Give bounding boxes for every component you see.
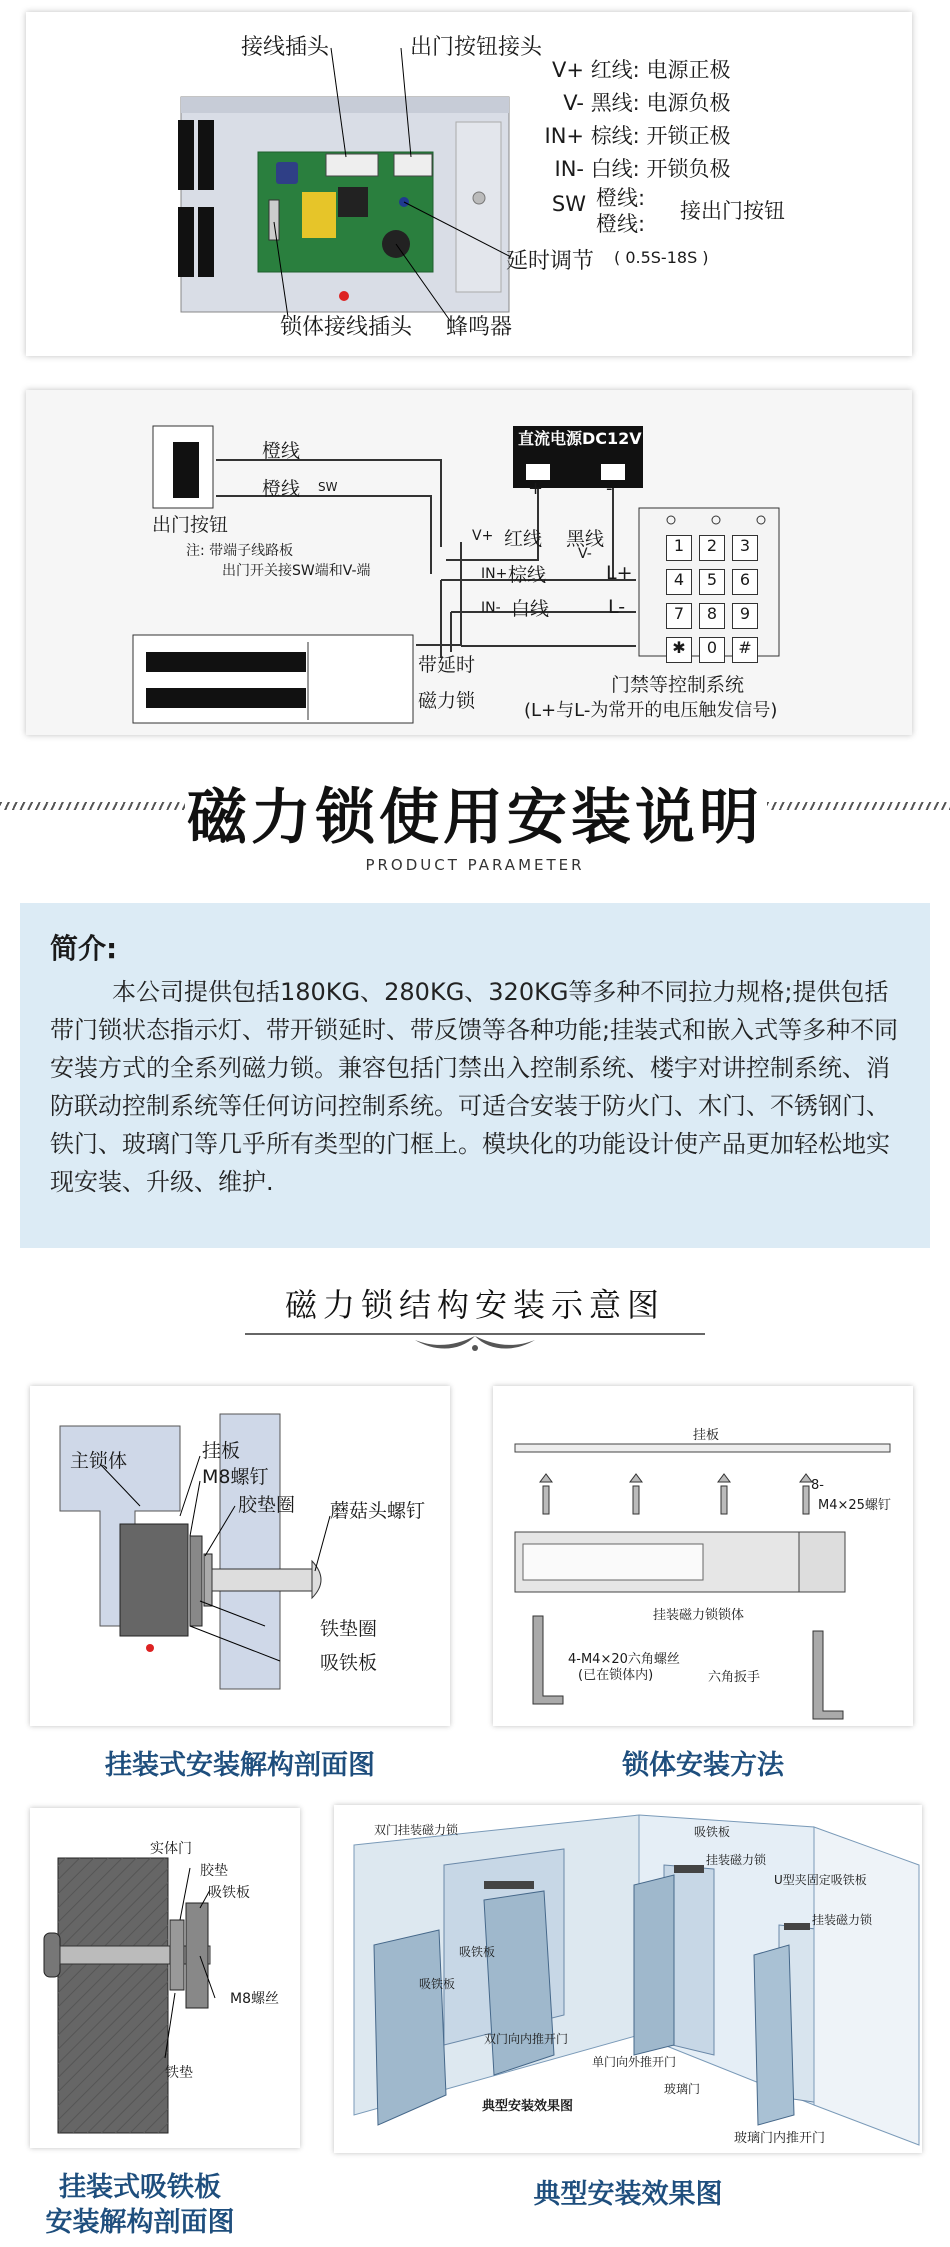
power-minus: - [606, 478, 613, 499]
fig3-caption-2: 安装解构剖面图 [45, 2207, 235, 2238]
fig1-label-hanging-plate: 挂板 [202, 1440, 241, 1462]
fig4-label-double-inward: 双门向内推开门 [484, 2032, 569, 2046]
keypad [666, 535, 766, 663]
power-plus: + [528, 478, 544, 499]
access-control-title: 门禁等控制系统 [611, 674, 745, 696]
fig3-label-rubber-pad: 胶垫 [200, 1863, 228, 1879]
keypad-key: # [732, 637, 758, 663]
keypad-key: 2 [699, 535, 725, 561]
fig2-label-hanging-plate: 挂板 [693, 1428, 720, 1443]
keypad-key: 7 [666, 603, 692, 629]
access-control-note: (L+与L-为常开的电压触发信号) [524, 700, 778, 721]
fig4-label-armature-2: 吸铁板 [459, 1945, 496, 1959]
fig2-label-count: 8- [811, 1478, 824, 1493]
keypad-key: ✱ [666, 637, 692, 663]
fig4-label-single-outward: 单门向外推开门 [592, 2055, 677, 2069]
keypad-key: 4 [666, 569, 692, 595]
fig1-caption: 挂装式安装解构剖面图 [105, 1750, 375, 1781]
wire-row: IN+ 棕线: 开锁正极 [544, 124, 731, 148]
sw-label: SW [318, 480, 338, 494]
lplus-label: L+ [606, 562, 633, 584]
inplus-label: IN+ [481, 566, 508, 582]
intro-body: 本公司提供包括180KG、280KG、320KG等多种不同拉力规格;提供包括带门锁状态指示灯、带开锁延时、带反馈等各种功能;挂装式和嵌入式等多种不同安装方式的全系列磁力锁。兼容包括门禁出入控制系统、楼宇对讲控制系统、消防联动控制系统等任何访问控制系统。可适合安装于防火门、木门、不锈钢门、铁门、玻璃门等几乎所有类型的门框上。模块化的功能设计使产品更加轻松地实现安装、升级、维护. [50, 978, 899, 1196]
fig-armature-section [30, 1808, 300, 2148]
fig1-label-rubber-washer: 胶垫圈 [238, 1494, 296, 1516]
brown-wire-label: 棕线 [508, 564, 547, 586]
armature-section-drawing [30, 1808, 300, 2148]
wiring-board-panel [26, 12, 912, 356]
lock-label-2: 磁力锁 [418, 690, 476, 712]
fig2-label-hex-wrench: 六角扳手 [708, 1670, 761, 1685]
intro-heading: 简介: [50, 932, 118, 965]
wiring-board-diagram [26, 12, 912, 356]
wire-row: V- 黑线: 电源负极 [563, 91, 731, 115]
inminus-label: IN- [481, 600, 501, 616]
fig4-caption: 典型安装效果图 [533, 2179, 723, 2210]
fig3-label-iron-pad: 铁垫 [165, 2065, 193, 2081]
note-line-1: 注: 带端子线路板 [186, 543, 294, 559]
orange-wire-2: 橙线 [262, 478, 301, 500]
exit-button-connector-label: 出门按钮接头 [410, 35, 543, 60]
fig4-label-glass-inward: 玻璃门内推开门 [734, 2131, 826, 2146]
power-supply-label: 直流电源DC12V [518, 429, 642, 448]
fig3-label-m8-bolt: M8螺丝 [230, 1991, 279, 2007]
exit-button-label: 出门按钮 [152, 514, 229, 536]
fig3-label-solid-door: 实体门 [150, 1841, 192, 1857]
page-title: 磁力锁使用安装说明 [187, 783, 763, 853]
fig1-label-main-body: 主锁体 [70, 1450, 128, 1472]
sw-orange-2: 橙线: [596, 212, 646, 236]
wire-row: IN- 白线: 开锁负极 [554, 157, 731, 181]
ornament-divider [245, 1328, 705, 1358]
delay-adjust-label: 延时调节 [506, 249, 595, 274]
fig-typical-install [334, 1805, 922, 2153]
fig4-label-double-door-lock: 双门挂装磁力锁 [374, 1823, 459, 1837]
lock-label-1: 带延时 [418, 654, 476, 676]
fig3-caption-1: 挂装式吸铁板 [59, 2172, 221, 2203]
fig1-label-armature-plate: 吸铁板 [320, 1652, 378, 1674]
fig2-label-lock-body: 挂装磁力锁锁体 [653, 1608, 745, 1623]
fig3-label-armature: 吸铁板 [208, 1885, 250, 1901]
vplus-label: V+ [472, 528, 494, 544]
lminus-label: L- [608, 596, 626, 618]
delay-range-label: ( 0.5S-18S ) [614, 248, 709, 267]
vminus-label: V- [578, 546, 592, 562]
wiring-schematic-panel [26, 390, 912, 735]
fig4-label-u-clamp: U型夹固定吸铁板 [774, 1873, 867, 1887]
fig1-label-iron-washer: 铁垫圈 [320, 1618, 378, 1640]
fig4-label-surface-lock-2: 挂装磁力锁 [812, 1913, 873, 1927]
fig4-label-glass-door: 玻璃门 [664, 2082, 701, 2096]
intro-box [20, 903, 930, 1248]
fig4-label-surface-lock-1: 挂装磁力锁 [706, 1853, 767, 1867]
buzzer-label: 蜂鸣器 [446, 315, 513, 340]
wire-row: V+ 红线: 电源正极 [552, 58, 731, 82]
structure-title: 磁力锁结构安装示意图 [284, 1286, 665, 1324]
fig4-label-typical-effect: 典型安装效果图 [482, 2099, 574, 2114]
wiring-schematic [26, 390, 912, 735]
orange-wire-1: 橙线 [262, 440, 301, 462]
page-subtitle: PRODUCT PARAMETER [365, 856, 585, 874]
wire-legend [536, 54, 730, 186]
sw-meaning: 接出门按钮 [680, 199, 785, 223]
fig1-label-mushroom-screw: 蘑菇头螺钉 [330, 1500, 426, 1522]
keypad-key: 1 [666, 535, 692, 561]
keypad-key: 0 [699, 637, 725, 663]
sw-code: SW [551, 192, 586, 216]
fig-hanging-section [30, 1386, 450, 1726]
keypad-key: 5 [699, 569, 725, 595]
sw-orange-1: 橙线: [596, 186, 646, 210]
fig4-label-armature-3: 吸铁板 [419, 1977, 456, 1991]
lock-connector-label: 锁体接线插头 [280, 315, 413, 340]
fig2-caption: 锁体安装方法 [622, 1750, 784, 1781]
connector-label: 接线插头 [241, 35, 330, 60]
keypad-key: 9 [732, 603, 758, 629]
fig-lock-install [493, 1386, 913, 1726]
keypad-key: 8 [699, 603, 725, 629]
red-wire-label: 红线 [504, 528, 543, 550]
fig1-label-m8-screw: M8螺钉 [202, 1466, 269, 1488]
black-wire-label: 黑线 [566, 528, 605, 550]
fig2-label-m4x25: M4×25螺钉 [818, 1498, 891, 1513]
fig2-label-in-body: (已在锁体内) [578, 1668, 654, 1683]
fig2-label-m4x20: 4-M4×20六角螺丝 [568, 1652, 680, 1667]
note-line-2: 出门开关接SW端和V-端 [222, 563, 371, 579]
white-wire-label: 白线 [511, 598, 550, 620]
fig4-label-armature-1: 吸铁板 [694, 1825, 731, 1839]
keypad-key: 3 [732, 535, 758, 561]
keypad-key: 6 [732, 569, 758, 595]
